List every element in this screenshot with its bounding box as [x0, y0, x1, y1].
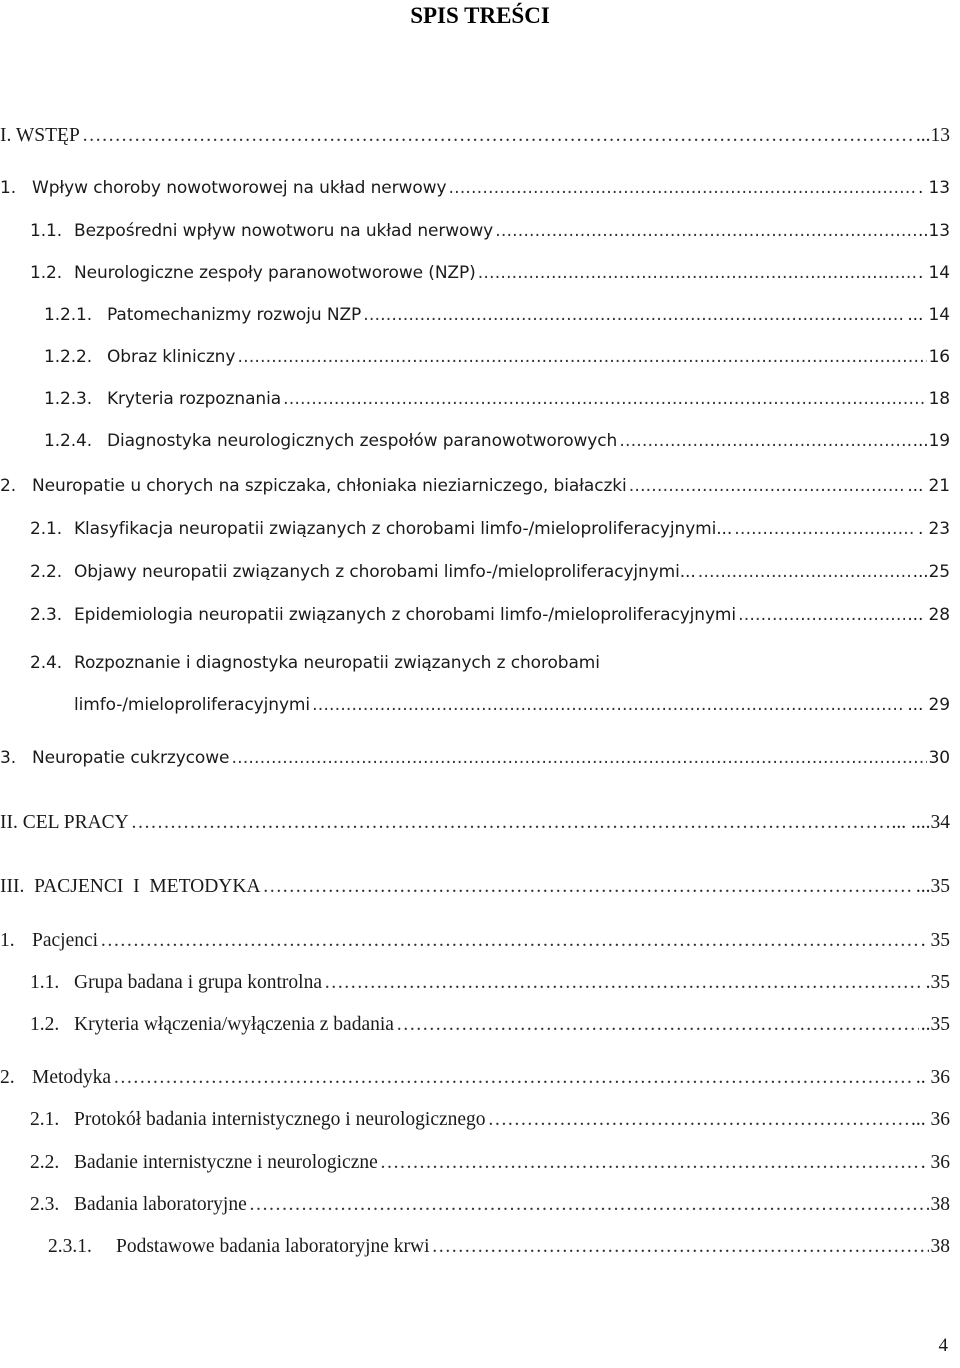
toc-entry-number: 2.: [0, 1067, 15, 1088]
toc-entry-page: ... ....34: [891, 812, 950, 833]
toc-entry-number: 2.3.: [30, 605, 63, 625]
toc-entry[interactable]: [0, 173, 950, 203]
toc-entry[interactable]: [0, 121, 950, 151]
toc-entry-title: Epidemiologia neuropatii związanych z chorobami limfo-/mieloproliferacyjnymi: [74, 605, 737, 625]
toc-entry[interactable]: [30, 216, 950, 246]
toc-entry[interactable]: [30, 600, 950, 630]
toc-entry[interactable]: [0, 926, 950, 956]
toc-entry-page: ... 28: [907, 605, 950, 625]
toc-entry[interactable]: [30, 968, 950, 998]
toc-entry-title: Neuropatie cukrzycowe: [32, 748, 230, 768]
toc-entry-page: ..13: [917, 221, 950, 241]
dot-leader: [113, 1063, 914, 1093]
toc-entry-title: Objawy neuropatii związanych z chorobami limfo-/mieloproliferacyjnymi...: [74, 562, 696, 582]
toc-entry-page: ...35: [915, 876, 950, 897]
dot-leader: [734, 514, 916, 544]
toc-entry[interactable]: [0, 872, 950, 902]
toc-entry-title: Neurologiczne zespoły paranowotworowe (NZP): [74, 263, 476, 283]
toc-entry-title: Metodyka: [32, 1067, 112, 1088]
toc-entry-number: 1.1.: [30, 221, 63, 241]
toc-entry-title: Neuropatie u chorych na szpiczaka, chłoniaka nieziarniczego, białaczki: [32, 476, 627, 496]
toc-entry[interactable]: [0, 743, 950, 773]
dot-leader: [396, 1010, 919, 1040]
toc-entry-number: 2.1.: [30, 519, 63, 539]
toc-entry-title: Podstawowe badania laboratoryjne krwi: [116, 1236, 430, 1257]
toc-entry-title: Diagnostyka neurologicznych zespołów paranowotworowych: [107, 431, 618, 451]
toc-entry-number: 1.2.: [30, 263, 63, 283]
toc-entry-number: III. PACJENCI I METODYKA: [0, 876, 261, 897]
toc-entry-title: limfo-/mieloproliferacyjnymi: [74, 695, 310, 715]
toc-entry[interactable]: [30, 1190, 950, 1220]
toc-entry[interactable]: [44, 384, 950, 414]
toc-entry-page: 16: [928, 347, 950, 367]
toc-entry-page: 38: [930, 1236, 950, 1257]
toc-entry-page: ... 21: [907, 476, 950, 496]
toc-entry-title: Grupa badana i grupa kontrolna: [74, 972, 322, 993]
dot-leader: [131, 808, 890, 838]
toc-entry-number: 1.: [0, 178, 17, 198]
toc-entry[interactable]: [30, 648, 950, 678]
dot-leader: [237, 342, 926, 372]
toc-entry-number: 1.: [0, 930, 15, 951]
toc-entry[interactable]: [0, 1063, 950, 1093]
toc-entry[interactable]: [74, 690, 950, 720]
toc-entry-title: Obraz kliniczny: [107, 347, 236, 367]
toc-entry-number: I. WSTĘP: [0, 125, 80, 146]
toc-entry-title: Rozpoznanie i diagnostyka neuropatii związanych z chorobami: [74, 653, 600, 673]
toc-entry-page: . 36: [920, 1152, 950, 1173]
dot-leader: [249, 1190, 929, 1220]
toc-entry-number: 1.2.3.: [44, 389, 93, 409]
dot-leader: [698, 557, 911, 587]
toc-entry-title: Badania laboratoryjne: [74, 1194, 247, 1215]
toc-entry[interactable]: [44, 426, 950, 456]
toc-entry[interactable]: [30, 1105, 950, 1135]
toc-entry-title: Patomechanizmy rozwoju NZP: [107, 305, 362, 325]
dot-leader: [324, 968, 924, 998]
dot-leader: [380, 1148, 919, 1178]
toc-entry-number: 2.: [0, 476, 17, 496]
toc-entry-number: 1.2.: [30, 1014, 60, 1035]
toc-entry-page: ...13: [915, 125, 950, 146]
toc-entry[interactable]: [0, 471, 950, 501]
dot-leader: [263, 872, 914, 902]
toc-entry-page: . 35: [920, 930, 950, 951]
toc-entry-page: .35: [925, 972, 950, 993]
toc-entry-number: 1.2.2.: [44, 347, 93, 367]
toc-entry-number: 1.2.4.: [44, 431, 93, 451]
toc-entry-page: ...19: [912, 431, 950, 451]
dot-leader: [488, 1105, 909, 1135]
toc-entry[interactable]: [48, 1232, 950, 1262]
toc-entry[interactable]: [30, 1010, 950, 1040]
dot-leader: [478, 258, 916, 288]
toc-entry[interactable]: [0, 808, 950, 838]
dot-leader: [312, 690, 905, 720]
toc-entry-title: Wpływ choroby nowotworowej na układ nerwowy: [32, 178, 447, 198]
toc-entry-number: 2.2.: [30, 562, 63, 582]
toc-entry-number: 2.2.: [30, 1152, 60, 1173]
dot-leader: [432, 1232, 929, 1262]
dot-leader: [231, 743, 926, 773]
page-title: SPIS TREŚCI: [410, 3, 550, 28]
toc-entry-number: 1.2.1.: [44, 305, 93, 325]
dot-leader: [283, 384, 927, 414]
toc-entry[interactable]: [44, 342, 950, 372]
toc-entry-title: Kryteria włączenia/wyłączenia z badania: [74, 1014, 394, 1035]
toc-entry-title: Bezpośredni wpływ nowotworu na układ nerwowy: [74, 221, 494, 241]
toc-entry-number: 2.4.: [30, 653, 63, 673]
dot-leader: [629, 471, 906, 501]
toc-entry-page: ...25: [912, 562, 950, 582]
toc-entry[interactable]: [30, 258, 950, 288]
toc-entry[interactable]: [30, 514, 950, 544]
toc-entry-title: Badanie internistyczne i neurologiczne: [74, 1152, 378, 1173]
toc-entry-number: II. CEL PRACY: [0, 812, 129, 833]
dot-leader: [82, 121, 914, 151]
dot-leader: [448, 173, 916, 203]
toc-entry[interactable]: [30, 557, 950, 587]
toc-entry-page: ... 36: [911, 1109, 950, 1130]
toc-entry[interactable]: [30, 1148, 950, 1178]
page-number: 4: [938, 1335, 948, 1356]
toc-entry-page: 30: [928, 748, 950, 768]
toc-entry-page: ... 14: [907, 305, 950, 325]
dot-leader: [363, 300, 905, 330]
toc-entry-page: ... 29: [907, 695, 950, 715]
toc-entry-number: 2.3.: [30, 1194, 60, 1215]
toc-entry[interactable]: [44, 300, 950, 330]
toc-entry-page: .. 36: [915, 1067, 950, 1088]
dot-leader: [738, 600, 905, 630]
toc-entry-number: 2.3.1.: [48, 1236, 92, 1257]
toc-entry-number: 3.: [0, 748, 17, 768]
toc-entry-title: Protokół badania internistycznego i neurologicznego: [74, 1109, 486, 1130]
dot-leader: [495, 216, 916, 246]
toc-entry-page: 38: [930, 1194, 950, 1215]
toc-entry-page: . 14: [917, 263, 950, 283]
toc-entry-page: ..35: [920, 1014, 950, 1035]
toc-entry-title: Klasyfikacja neuropatii związanych z chorobami limfo-/mieloproliferacyjnymi...: [74, 519, 733, 539]
dot-leader: [100, 926, 919, 956]
toc-entry-title: Kryteria rozpoznania: [107, 389, 282, 409]
toc-entry-number: 1.1.: [30, 972, 60, 993]
dot-leader: [619, 426, 910, 456]
toc-entry-number: 2.1.: [30, 1109, 60, 1130]
toc-entry-page: . 23: [917, 519, 950, 539]
toc-entry-title: Pacjenci: [32, 930, 99, 951]
toc-entry-page: . 13: [917, 178, 950, 198]
toc-entry-page: 18: [928, 389, 950, 409]
